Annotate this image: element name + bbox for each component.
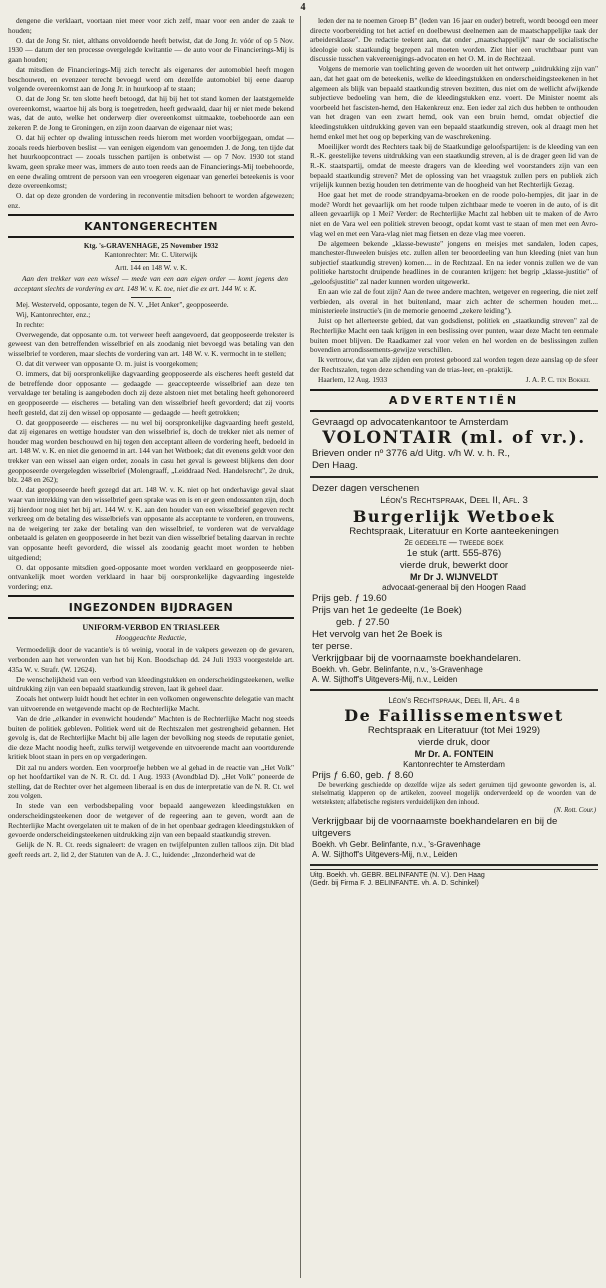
advertisements-heading: ADVERTENTIËN	[310, 389, 598, 412]
ad-review: De bewerking geschiedde op dezelfde wijze als sedert geruimen tijd gewoonte geworden is, al. stelselmatig klapperen op de artikelen, zooveel mogelijk onderverdeeld op de woorden van de wetsteksten; alfabetische registers verduidelijken den inhoud.	[312, 782, 596, 806]
section-heading-kantongerechten: KANTONGERECHTEN	[8, 214, 294, 238]
case-summary: Aan den trekker van een wissel — mede van een aan eigen order — komt jegens den acceptant slechts de vordering ex art. 148 W. v. K. toe, niet die ex art. 144 W. v. K.	[14, 274, 288, 293]
ad-author: Mr Dr J. WIJNVELDT	[409, 572, 498, 583]
paragraph: De wenschelijkheid van een verbod van kleedingstukken en onderscheidingsteekenen, welke uitdrukking zijn van een bepaald staatkundig streven, laat ik geheel daar.	[8, 674, 294, 694]
imprint-line: Uitg. Boekh. vh. GEBR. BELINFANTE (N. V.). Den Haag	[310, 871, 485, 879]
ad-headline: VOLONTAIR (ml. of vr.).	[322, 428, 586, 449]
left-column	[8, 16, 294, 1278]
ad-price: Prijs ƒ 6.60, geb. ƒ 8.60	[312, 770, 414, 782]
page-number: 4	[300, 2, 306, 13]
letter-text	[310, 16, 598, 374]
section-heading-ingezonden-bijdragen: INGEZONDEN BIJDRAGEN	[8, 595, 294, 619]
ad-text: Het vervolg van het 2e Boek is	[312, 629, 443, 641]
ad-price: geb. ƒ 27.50	[336, 617, 390, 629]
paragraph: Van de drie „elkander in evenwicht houdende" Machten is de Rechterlijke Macht nog steeds buiten de politiek gebleven. Politiek werd uit de Rechtszalen met gestrengheid gebannen. Het gevolg is, dat de Rechterlijke Macht bij alle lagen der bevolking nog steeds de reputatie geniet, die deze Macht noodig heeft, zulks terwijl wetgevende en uitvoerende macht aan voortdurende kritiek bloot staan in pers en op vergaderingen.	[8, 714, 294, 762]
ad-text: Verkrijgbaar bij de voornaamste boekhandelaren.	[312, 653, 522, 665]
paragraph: O. dat hij echter op dwaling intusschen reeds hierom met worden voorbijgegaan, omdat — zooals reeds hierboven beslist — van eenigen eigendom van genoemden J. de Jong, ten tijde dat het huurkoopcontract — zooals tusschen partijen is onbetwist — op 7 Nov. 1930 tot stand kwam, geen sprake meer was, immers de auto toen reeds aan de Financierings-Mij toebehoorde, en eene dwaling omtrent de persoon van een vroegeren eigenaar van generlei beteekenis is voor deze overeenkomst;	[8, 133, 294, 191]
paragraph: Zooals het ontwerp luidt houdt het echter in een volkomen ongewenschte delegatie van macht van uitvoerende en wetgevende macht op de Rechterlijke Macht.	[8, 694, 294, 713]
paragraph: Vermoedelijk door de vacantie's is tó weinig, vooral in de vakpers gewezen op de gevaren, verbonden aan het verworden van het bij Kon. Boodschap dd. 24 Juli 1933 voorgestelde art. 435a W. v. Strafr. (W. 12624).	[8, 645, 294, 674]
case-judge: Kantonrechter: Mr. C. Uiterwijk	[104, 251, 198, 260]
ad-text: vierde druk, door	[418, 737, 490, 749]
ad-publisher: Boekh. vh. Gebr. Belinfante, n.v., 's-Gravenhage	[312, 665, 483, 675]
paragraph: O. dat de Jong Sr. ten slotte heeft betoogd, dat hij bij het tot stand komen der laatstgemelde overeenkomst, waartoe hij als borg is toegetreden, heeft gedwaald, daar hij er niet mede bekend was, dat de auto, welke het onderwerp dier overeenkomst uitmaakte, toebehoorde aan een zekeren P. de Jong te Groningen, en zijn zoon daarvan de eigenaar niet was;	[8, 94, 294, 133]
in-rechte: In rechte:	[16, 319, 45, 329]
paragraph: In stede van een verbodsbepaling voor bepaald aangewezen kleedingstukken en onderscheidingsteekenen door de wetgever of de regeering aan te geven, wordt aan de Rechterlijke Macht overgelaten uit te maken of de in het openbaar gedragen kleedingstukken of gevoerde onderscheidingsteekenen uitdrukking zijn van een bepaald staatkundig streven.	[8, 801, 294, 840]
paragraph: O. dat op deze gronden de vordering in reconventie mitsdien behoort te worden afgewezen; enz.	[8, 191, 294, 210]
ad-text: Rechtspraak en Literatuur (tot Mei 1929)	[367, 725, 541, 737]
paragraph: Hoe gaat het met de roode strandpyama-broeken en de roode polo-hempjes, dit jaar in de mode? Wordt het gevaarlijk om het roode tulpen zichtbaar mede te voeren in de auto, of is dit alleen gevaarlijk op 1 Mei? Verder: de Rechterlijke Macht zal hebben uit te maken of de Avro niet en de Vara wel een politiek streven beoogt, opdat komt vast te staan of men met een Avro-vlag wel en met een Vara-vlag niet mag fietsen en deze vlag mee voeren.	[310, 190, 598, 238]
ad-text: vierde druk, bewerkt door	[399, 560, 509, 572]
paragraph: Volgens de memorie van toelichting geven de woorden uit het ontwerp „uitdrukking zijn van" aan, dat het gaat om de beteekenis, welke de kleedingstukken en onderscheidingsteekenen in het algemeen als blijk van bepaald staatkundig streven bezitten, dus niet om de wellicht afwijkende subjectieve bedoeling van hem, die de kleedingstukken enz. voert. De Minister noemt als voorbeeld het fascisten-hemd, den Hakenkreuz enz. Een ieder zal zich dus hebben te onthouden van het dragen van een zwart hemd, ook van een bruin hemd, omdat objectief die kleedingstukken uitdrukking geven van een bepaald staatkundig streven, ook al draagt men het hemd enkel met het oog op beperking van de waschrekening.	[310, 64, 598, 141]
paragraph: O. dat dit verweer van opposante O. m. juist is voorgekomen;	[16, 359, 198, 369]
ad-publisher: A. W. Sijthoff's Uitgevers-Mij, n.v., Leiden	[312, 849, 458, 859]
paragraph: Dit zal nu anders worden. Een voorproefje hebben we al gehad in de reactie van „Het Volk" op het hoofdartikel van de N. R. Ct. dd. 1 Aug. 1933 (Avondblad D). „Het Volk" poneerde de stelling, dat de Rechter over het algemeen liberaal is en dus de interpretatie van de N. R. Ct. wel zou volgen.	[8, 762, 294, 801]
ad-price: Prijs geb. ƒ 19.60	[312, 593, 387, 605]
imprint-line: (Gedr. bij Firma F. J. BELINFANTE. vh. A. D. Schinkel)	[310, 880, 479, 888]
ad-text: Rechtspraak, Literatuur en Korte aanteekeningen	[349, 526, 559, 538]
letter-signature: J. A. P. C. ten Bokkel	[525, 374, 590, 384]
divider	[131, 297, 171, 298]
advertisement-faillissementswet	[310, 694, 598, 866]
paragraph: dat mitsdien de Financierings-Mij zich terecht als eigenares der automobiel heeft mogen beschouwen, en evenzeer terecht bevoegd werd om dezelfde automobiel bij eene daarop volgende overeenkomst aan de Jong Jr. in huurkoop af te staan;	[8, 64, 294, 94]
paragraph: Overwegende, dat opposante o.m. tot verweer heeft aangevoerd, dat geopposeerde trekster is geweest van den betreffenden wisselbrief en als zoodanig niet bevoegd was betaling van den wisselbrief te vorderen, maar slechts de vordering van art. 148 W. v. K. vermocht in te stellen;	[8, 329, 294, 359]
judge-formula: Wij, Kantonrechter, enz.;	[16, 309, 91, 319]
paragraph: O. dat geopposeerde heeft gezegd dat art. 148 W. v. K. niet op het onderhavige geval slaat waar van intrekking van den wisselbrief geen sprake was en is en er geen endossanten zijn, doch zij hierdoor nog niet het bij art. 144 W. v. K. aan den houder van een wisselbrief gegeven recht verkreeg om de betaling des wisselbriefs van opposante als acceptante te vorderen, en trouwens, na de weigering ter zake der betaling van den wisselbrief, te vorderen wat de vervaldage onbetaald is gelaten en geopposeerde in het bezit van dien wisselbrief betaling daarvan in rechte van opposante heeft gevorderd, die wissel als zoodanig geacht moet worden te hebben uitgediend;	[8, 485, 294, 562]
ad-text: Dezer dagen verschenen	[312, 483, 420, 495]
letter-place-date: Haarlem, 12 Aug. 1933	[318, 374, 388, 384]
paragraph: dengene die verklaart, voortaan niet meer voor zich zelf, maar voor een ander de zaak te houden;	[8, 16, 294, 35]
paragraph: Juist op het allerteerste gebied, dat van godsdienst, politiek en „staatkundig streven" zal de Rechterlijke Macht een taak krijgen in een beslissing over punten, waar deze Macht ten eenmale buiten moet blijven. De Raadkamer zal voor velen en hel worden en de beslissingen zullen bovendien arrondissements-gewijze verschillen.	[310, 316, 598, 355]
ad-publisher: A. W. Sijthoff's Uitgevers-Mij, n.v., Leiden	[312, 675, 458, 685]
ad-headline: De Faillissementswet	[344, 706, 564, 726]
ad-author: Mr Dr. A. FONTEIN	[414, 749, 494, 760]
advertisement-volontair	[310, 415, 598, 478]
paragraph: leden der na te noemen Groep B" (leden van 16 jaar en ouder) betreft, wordt beoogd een meer directe voorbereiding tot het actief en doelbewust deelnemen aan de maatschappelijke taak der arbeidersklasse". De redactie teekent aan, dat onder „maatschappelijk" naar de socialistische ideologie ook staatkundig begrepen zal moeten worden. Ziet hier een vruchtbaar punt van discussie tusschen vakvereenigings-advocaten en het O. M. in de Rechtzaal.	[310, 16, 598, 64]
paragraph: Moeilijker wordt des Rechters taak bij de Staatkundige geloofspartijen: is de kleeding van een R.-K. geestelijke tevens uitdrukking van een staatkundig streven, al is de drager geen lid van de R.-K. staatspartij, omdat de meeste dragers van de kleeding wel voorstanders zijn van een bepaald staatkundig streven? Met de oplossing van het vraagstuk zullen pers en publiek zich vrijelijk kunnen bezig houden ten detrimente van de hoogheid van het Rechterlijk Gezag.	[310, 141, 598, 190]
paragraph: En aan wie zal de fout zijn? Aan de twee andere machten, wetgever en regeering, die niet zelf verbieden, als overal in het buitenland, maar zich achter de schermen houden met.... ministerieele instructie's (in de memorie genoemd „zekere leiding").	[310, 287, 598, 316]
paragraph: O. dat opposante mitsdien goed-opposante moet worden verklaard en geopposeerde niet-ontvankelijk moet worden verklaard in haar bij oorspronkelijke dagvaarding ingestelde vordering; enz.	[8, 562, 294, 591]
column-divider	[300, 16, 301, 1278]
paragraph: O. immers, dat bij oorspronkelijke dagvaarding geopposeerde als eischeres heeft gesteld dat de betreffende door opposante — gedaagde — geaccepteerde wisselbrief aan deze ten vervaldage ter betaling is aangeboden doch zij deze alstoen niet met betaling heeft gehonoreerd en geopposeerde — eischeres — betaling van den wisselbrief heeft gevorderd; dat zij voorts heeft gesteld, dat zij den wissel op opposante — gedaagde — heeft getrokken;	[8, 369, 294, 417]
case-text	[8, 330, 294, 592]
ad-text: Prijs van het 1e gedeelte (1e Boek)	[312, 605, 462, 617]
paragraph: O. dat de Jong Sr. niet, althans onvoldoende heeft betwist, dat de Jong Jr. vóór of op 5 Nov. 1930 — datum der ten processe overgelegde kwitantie — de auto voor de Financierings-Mij is gaan houden;	[8, 35, 294, 64]
divider	[131, 261, 171, 262]
ad-text: 1e stuk (artt. 555-876)	[406, 548, 502, 560]
right-column	[310, 16, 598, 1278]
ad-text: Gevraagd op advocatenkantoor te Amsterdam	[312, 417, 509, 429]
ad-text: Den Haag.	[312, 460, 358, 472]
paragraph: O. dat geopposeerde — eischeres — nu wel bij oorspronkelijke dagvaarding heeft gesteld, dat zij eigenares en wettige houdster van den wisselbrief is, doch de trekker niet als nemer of houder mag worden beschouwd en hij tegen den acceptant alleen de vordering heeft, bedoeld in art. 148 W. v. K. en niet die genoemd in art. 144 van het Wetboek; dat dit evenens geldt voor den trekker van een wissel aan eigen order, zooals in casu het geval is geweest blijkens den door geopposeerde overgelegden wisselbrief (Molengraaff, „Leiddraad Ned. Handelsrecht", 2e druk, blz. 248 en 262);	[8, 417, 294, 485]
article-title: UNIFORM-VERBOD EN TRIASLEER	[82, 623, 220, 633]
imprint	[310, 869, 598, 890]
case-parties: Mej. Westerveld, opposante, tegen de N. V. „Het Anker", geopposeerde.	[16, 299, 229, 309]
advertisement-burgerlijk-wetboek	[310, 481, 598, 691]
ad-text: Brieven onder nº 3776 a/d Uitg. v/h W. v. h. R.,	[312, 448, 510, 460]
ad-text: Léon's Rechtspraak, Deel II, Afl. 3	[380, 495, 528, 507]
ad-text: ter perse.	[312, 641, 353, 653]
paragraph: Ik vertrouw, dat van alle zijden een protest geboord zal worden tegen deze aanslag op de sfeer der Rechtszalen, tegen deze schending van de trias-leer, en -praktijk.	[310, 355, 598, 374]
paragraph: Gelijk de N. R. Ct. reeds signaleert: de vragen en twijfelpunten zullen talloos zijn. Dit blad geeft reeds art. 2, lid 2, der Statuten van de A. J. C., luidende: „Inzonderheid wat de	[8, 840, 294, 859]
ad-review-source: (N. Rott. Cour.)	[553, 807, 596, 815]
ad-text: 2e gedeelte — tweede boek	[404, 538, 504, 548]
case-articles: Artt. 144 en 148 W. v. K.	[114, 264, 188, 273]
ad-publisher: Boekh. vh Gebr. Belinfante, n.v., 's-Gravenhage	[312, 839, 481, 849]
ad-headline: Burgerlijk Wetboek	[352, 507, 556, 527]
ad-text: Verkrijgbaar bij de voornaamste boekhandelaren en bij de uitgevers	[312, 815, 558, 839]
case-header: Ktg. 's-GRAVENHAGE, 25 November 1932	[83, 242, 219, 251]
ad-text: Léon's Rechtspraak, Deel II, Afl. 4 b	[388, 696, 520, 706]
article-text	[8, 645, 294, 859]
article-salutation: Hooggeachte Redactie,	[115, 633, 187, 643]
intro-text	[8, 16, 294, 210]
ad-text: advocaat-generaal bij den Hoogen Raad	[382, 583, 526, 593]
ad-text: Kantonrechter te Amsterdam	[403, 760, 505, 770]
paragraph: De algemeen bekende „klasse-bewuste" jongens en meisjes met sandalen, loden capes, manchester-fluweelen buisjes etc. zullen allen ter beoordeeling van hun kleeding (niet van hun subjectief staatkundig streven) komen.... in de Rechtzaal. En na ieder vonnis zullen we de van politieke hartstocht druipende headlines in de couranten krijgen: het begrip „klasse-justitie" of „geloofsjustitie" zal nader kunnen worden uitgewerkt.	[310, 238, 598, 287]
